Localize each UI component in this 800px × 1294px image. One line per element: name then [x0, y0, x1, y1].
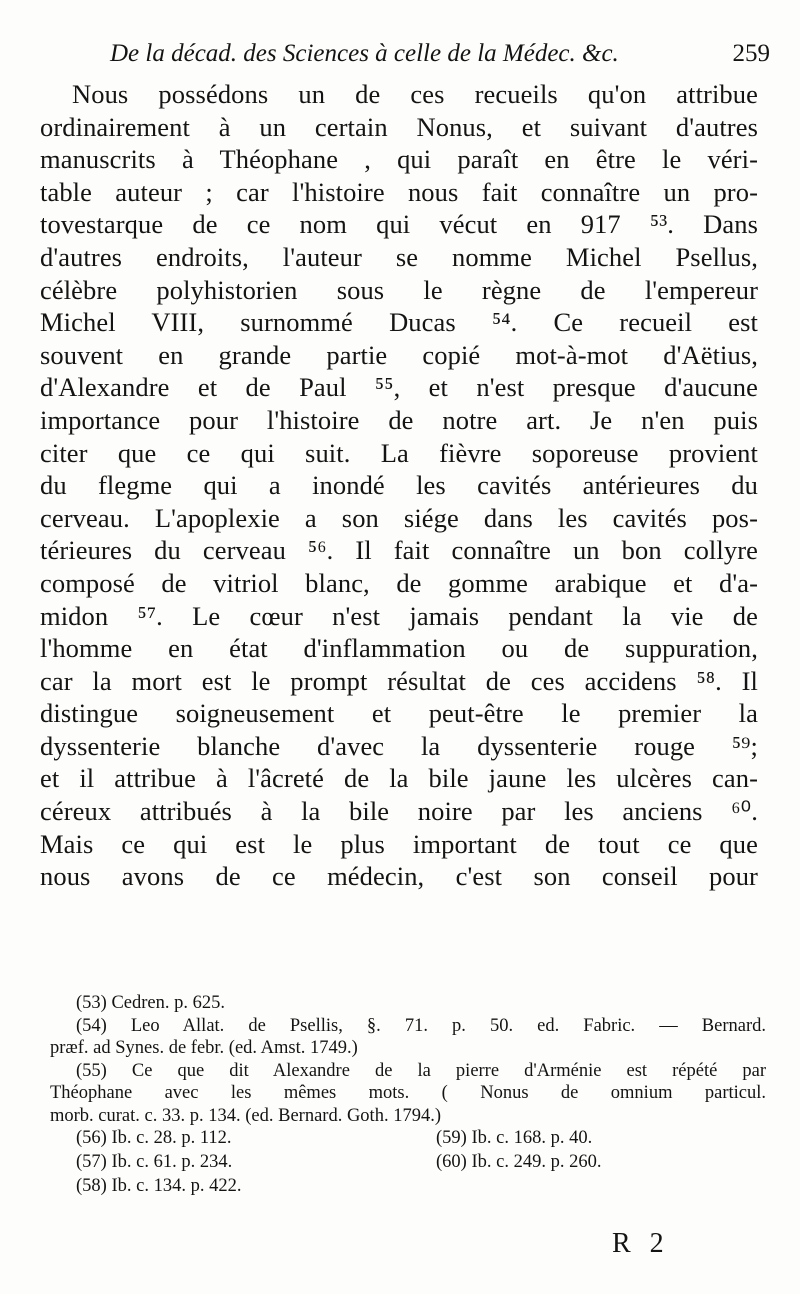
footnote-56: (56) Ib. c. 28. p. 112.: [76, 1128, 232, 1148]
text-line: et il attribue à l'âcreté de la bile jaune les ulcères can-: [40, 763, 758, 794]
text-line: dyssenterie blanche d'avec la dyssenterie rouge ⁵⁹;: [40, 730, 758, 761]
footnote-54: (54) Leo Allat. de Psellis, §. 71. p. 50. ed. Fabric. — Bernard.: [76, 1015, 766, 1036]
text-line: composé de vitriol blanc, de gomme arabique et d'a-: [40, 567, 758, 598]
text-line: midon ⁵⁷. Le cœur n'est jamais pendant la vie de: [40, 600, 758, 631]
text-line: distingue soigneusement et peut-être le premier la: [40, 698, 758, 729]
page-number: 259: [732, 40, 770, 67]
text-line: citer que ce qui suit. La fièvre soporeuse provient: [40, 437, 758, 468]
text-line: célèbre polyhistorien sous le règne de l'empereur: [40, 274, 758, 305]
text-line: tovestarque de ce nom qui vécut en 917 ⁵³. Dans: [40, 209, 758, 240]
text-line: Nous possédons un de ces recueils qu'on attribue: [72, 79, 758, 109]
text-line: l'homme en état d'inflammation ou de suppuration,: [40, 633, 758, 664]
footnote-column-left: [76, 1127, 241, 1199]
body-text: [40, 78, 758, 893]
signature-mark: R 2: [612, 1228, 670, 1259]
text-line: céreux attribués à la bile noire par les anciens ⁶⁰.: [40, 796, 758, 827]
text-line: nous avons de ce médecin, c'est son conseil pour: [40, 861, 758, 892]
footnote-57: (57) Ib. c. 61. p. 234.: [76, 1152, 233, 1172]
text-line: table auteur ; car l'histoire nous fait connaître un pro-: [40, 176, 758, 207]
footnote-55-cont: Théophane avec les mêmes mots. ( Nonus de omnium particul.: [50, 1083, 766, 1103]
text-line: térieures du cerveau ⁵⁶. Il fait connaître un bon collyre: [40, 535, 758, 566]
running-head-title: De la décad. des Sciences à celle de la Médec. &c.: [110, 40, 619, 67]
text-line: cerveau. L'apoplexie a son siége dans les cavités pos-: [40, 502, 758, 533]
footnote-53: (53) Cedren. p. 625.: [76, 993, 225, 1013]
footnote-55-cont2: morb. curat. c. 33. p. 134. (ed. Bernard. Goth. 1794.): [50, 1105, 441, 1126]
text-line: Mais ce qui est le plus important de tout ce que: [40, 828, 758, 859]
footnotes: [50, 992, 766, 1199]
footnote-columns: [50, 1127, 766, 1199]
text-line: d'autres endroits, l'auteur se nomme Michel Psellus,: [40, 241, 758, 272]
text-line: Michel VIII, surnommé Ducas ⁵⁴. Ce recueil est: [40, 307, 758, 338]
footnote-column-right: [436, 1127, 601, 1175]
text-line: souvent en grande partie copié mot-à-mot d'Aëtius,: [40, 339, 758, 370]
text-line: manuscrits à Théophane , qui paraît en être le véri-: [40, 144, 758, 175]
text-line: importance pour l'histoire de notre art. Je n'en puis: [40, 404, 758, 435]
footnote-55: (55) Ce que dit Alexandre de la pierre d'Arménie est répété par: [76, 1060, 766, 1081]
text-line: ordinairement à un certain Nonus, et suivant d'autres: [40, 111, 758, 142]
text-line: du flegme qui a inondé les cavités antérieures du: [40, 470, 758, 501]
text-line: d'Alexandre et de Paul ⁵⁵, et n'est presque d'aucune: [40, 372, 758, 403]
footnote-59: (59) Ib. c. 168. p. 40.: [436, 1128, 593, 1148]
footnote-60: (60) Ib. c. 249. p. 260.: [436, 1152, 602, 1172]
running-head: [110, 36, 770, 70]
footnote-54-cont: præf. ad Synes. de febr. (ed. Amst. 1749.): [50, 1038, 358, 1058]
footnote-58: (58) Ib. c. 134. p. 422.: [76, 1176, 242, 1196]
text-line: car la mort est le prompt résultat de ces accidens ⁵⁸. Il: [40, 665, 758, 696]
